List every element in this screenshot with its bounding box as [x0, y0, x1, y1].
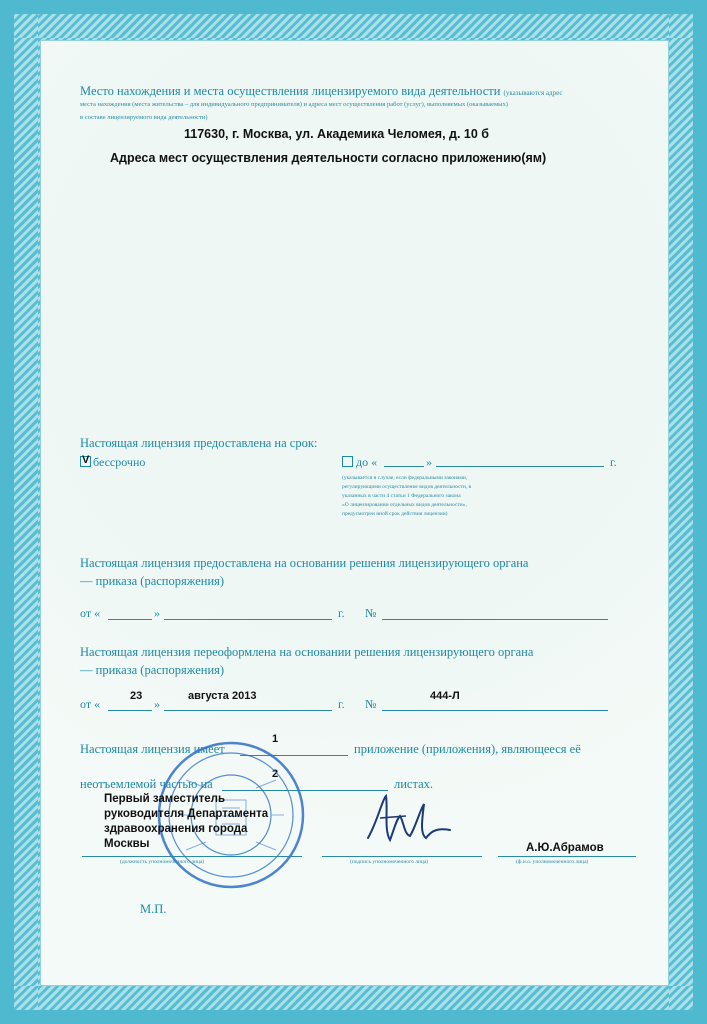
reissue-number: 444-Л — [430, 690, 460, 702]
caption-name: (ф.и.о. уполномоченного лица) — [516, 859, 589, 865]
location-note-3: в составе лицензируемого вида деятельности) — [80, 114, 208, 121]
location-heading: Место нахождения и места осуществления лицензируемого вида деятельности (указываются адрес — [80, 84, 563, 98]
stamp-place: М.П. — [140, 902, 167, 916]
basis-number-label: № — [365, 606, 377, 620]
basis-heading-1: Настоящая лицензия предоставлена на основании решения лицензирующего органа — [80, 556, 529, 570]
basis-number-line — [382, 619, 608, 620]
caption-signature: (подпись уполномоченного лица) — [350, 859, 429, 865]
signer-title: Первый заместитель руководителя Департамента здравоохранения города Москвы — [104, 793, 269, 850]
until-year: г. — [610, 455, 617, 469]
reissue-close: » — [154, 697, 160, 711]
indefinite-checkbox: V — [82, 454, 90, 466]
basis-close: » — [154, 606, 160, 620]
basis-date-line — [164, 619, 332, 620]
annex-text-3: неотъемлемой частью на — [80, 777, 213, 791]
location-note-2: места нахождения (места жительства – для индивидуального предпринимателя) и адреса мест осуществления работ (услуг), выполняемых (оказываемых) — [80, 101, 508, 108]
signature-line — [322, 856, 482, 857]
basis-from: от « — [80, 606, 101, 620]
annex-count: 1 — [272, 733, 279, 745]
reissue-date-line — [164, 710, 332, 711]
until-date-line — [436, 466, 604, 467]
basis-day-line — [108, 619, 152, 620]
signer-name: А.Ю.Абрамов — [526, 842, 604, 854]
address: 117630, г. Москва, ул. Академика Челомея, д. 10 б — [184, 127, 490, 141]
basis-heading-2: — приказа (распоряжения) — [80, 574, 225, 588]
signature-icon — [360, 790, 460, 850]
caption-position: (должность уполномоченного лица) — [120, 859, 205, 865]
position-line — [82, 856, 302, 857]
reissue-day-line — [108, 710, 152, 711]
addresses-per-annex: Адреса мест осуществления деятельности согласно приложению(ям) — [110, 151, 547, 165]
annex-text-4: листах. — [394, 777, 434, 791]
indefinite-option: V бессрочно — [82, 454, 146, 469]
reissue-number-label: № — [365, 697, 377, 711]
until-day-line — [384, 466, 424, 467]
reissue-from: от « — [80, 697, 101, 711]
reissue-heading-2: — приказа (распоряжения) — [80, 663, 225, 677]
term-heading: Настоящая лицензия предоставлена на срок: — [80, 436, 318, 450]
basis-year: г. — [338, 606, 345, 620]
until-option: до « — [342, 455, 377, 470]
annex-text-2: приложение (приложения), являющееся её — [354, 742, 581, 756]
reissue-heading-1: Настоящая лицензия переоформлена на основании решения лицензирующего органа — [80, 645, 534, 659]
name-line — [498, 856, 636, 857]
until-checkbox — [342, 456, 353, 467]
until-close: » — [426, 455, 432, 469]
annex-sheets: 2 — [272, 768, 279, 780]
annex-text-1: Настоящая лицензия имеет — [80, 742, 225, 756]
reissue-day: 23 — [130, 690, 143, 702]
reissue-number-line — [382, 710, 608, 711]
term-note: (указывается в случае, если федеральными законами, регулирующими осуществление видов деятельности, в указанных в части 4 статьи 1 Федерального закона «О лицензировании отдельных видов деятельности», предусмотрен иной срок действия лицензии) — [342, 475, 472, 517]
reissue-year: г. — [338, 697, 345, 711]
reissue-month-year: августа 2013 — [188, 690, 257, 702]
